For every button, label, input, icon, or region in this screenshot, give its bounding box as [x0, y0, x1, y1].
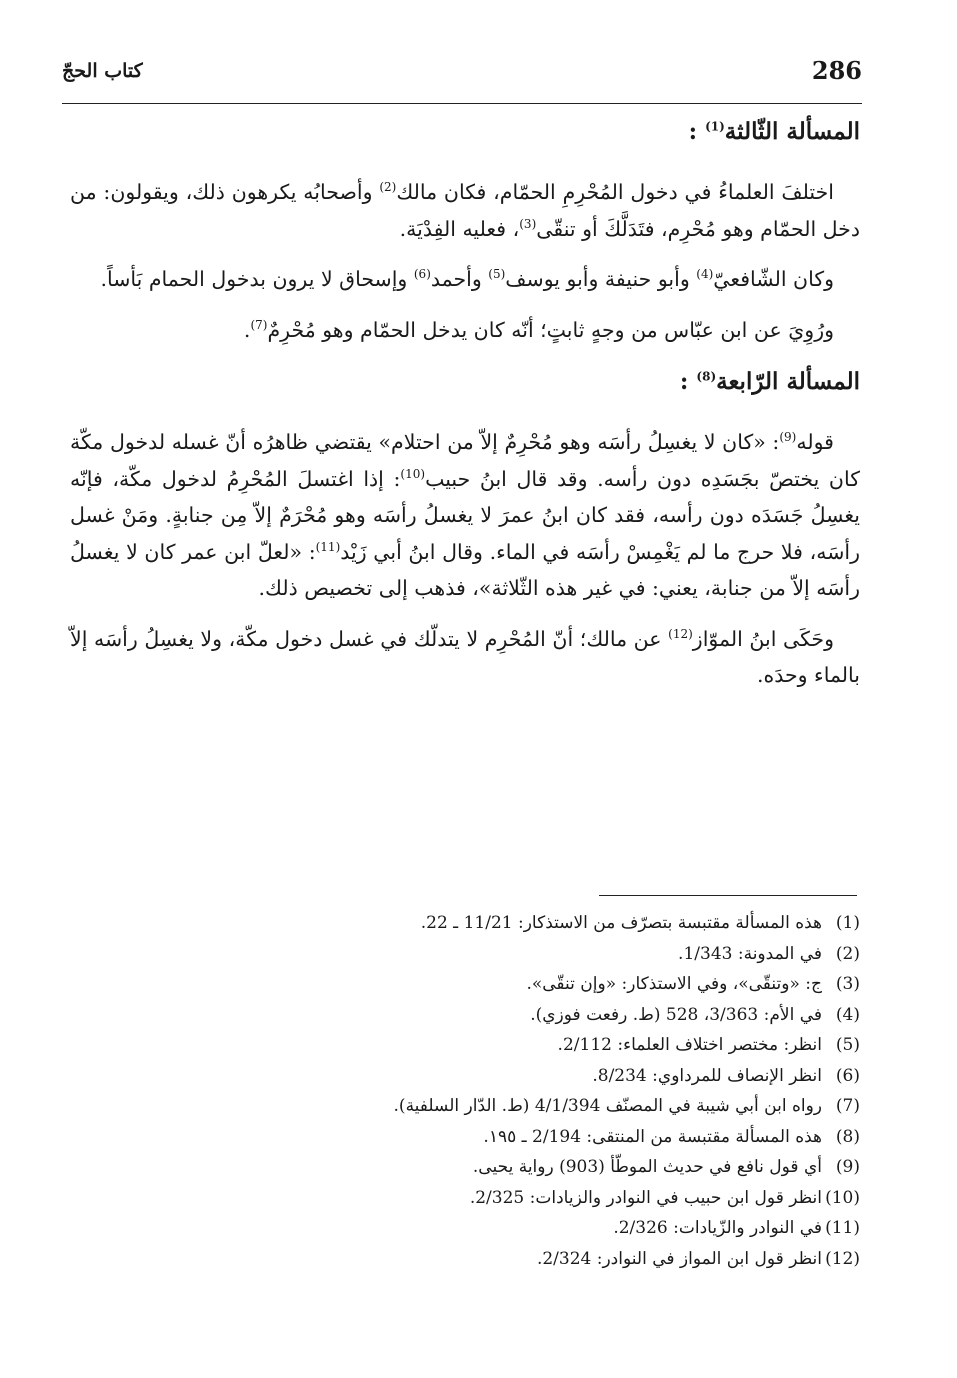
paragraph-text: عن مالك؛ أنّ المُحْرِم لا يتدلّك في غسل دخول مكّة، ولا يغسِلُ رأسَه إلاّ بالماء وحدَه.: [70, 626, 860, 687]
running-header: [62, 56, 862, 96]
footnote-text: في النوادر والزّيادات: 2/326.: [613, 1218, 822, 1238]
footnote-text: انظر: مختصر اختلاف العلماء: 2/112.: [557, 1035, 822, 1055]
footnote-number: (8): [835, 1126, 860, 1147]
paragraph: [70, 312, 860, 349]
footnote-number: (12): [825, 1248, 860, 1269]
paragraph-text: ورُوِيَ عن ابن عبّاس من وجهٍ ثابتٍ؛ أنّه كان يدخل الحمّام وهو مُحْرِمٌ: [267, 317, 834, 342]
footnote-text: هذه المسألة مقتبسة من المنتقى: 2/194 ـ ١٩٥.: [483, 1126, 822, 1147]
footnote-ref: (8): [696, 369, 717, 384]
footnote: [160, 1000, 860, 1031]
paragraph: [70, 424, 860, 607]
footnote: [160, 939, 860, 970]
footnote-number: (3): [835, 974, 860, 994]
main-text: [70, 112, 860, 708]
footnote-text: أي قول نافع في حديث الموطّأ (903) رواية يحيى.: [472, 1157, 822, 1177]
paragraph-text: : «كان لا يغسِلُ رأسَه وهو مُحْرِمٌ إلاّ من احتلام» يقتضي ظاهرُه أنّ غسله لدخول مكّة كان يختصّ بجَسَدِه دون رأسه. وقد قال ابنُ حبيب: [70, 430, 860, 491]
footnote: [160, 969, 860, 1000]
footnote-number: (9): [835, 1157, 860, 1177]
footnote-number: (6): [835, 1065, 860, 1086]
footnote-ref: (12): [668, 626, 693, 641]
paragraph-text: وأصحابُه يكرهون ذلك، ويقولون: من دخل الحمّام وهو مُحْرِم، فتَدَلَّكَ أو تنقّى: [70, 180, 860, 241]
footnote-text: انظر الإنصاف للمرداوي: 8/234.: [592, 1065, 822, 1086]
footnote-ref: (4): [696, 267, 714, 282]
footnote-number: (11): [825, 1218, 860, 1238]
paragraph-text: وكان الشّافعيّ: [713, 267, 834, 291]
paragraph-text: ، فعليه الفِدْيَة.: [399, 216, 520, 241]
footnote-ref: (1): [705, 119, 725, 134]
footnote-text: في الأم: 3/363، 528 (ط. رفعت فوزي).: [530, 1004, 822, 1025]
footnotes: [160, 908, 860, 1274]
paragraph-text: وحَكَى ابنُ الموّاز: [692, 626, 834, 651]
section-heading-colon: :: [688, 118, 706, 145]
paragraph-text: وإسحاق لا يرون بدخول الحمام بَأساً.: [100, 267, 414, 291]
paragraph: [70, 621, 860, 694]
footnote-number: (1): [835, 913, 860, 933]
paragraph-text: قوله: [796, 430, 834, 454]
footnote-text: رواه ابن أبي شيبة في المصنّف 4/1/394 (ط. الدّار السلفية).: [393, 1096, 822, 1116]
footnote-number: (2): [835, 943, 860, 964]
paragraph-text: اختلفَ العلماءُ في دخول المُحْرِمِ الحمّام، فكان مالك: [396, 180, 834, 204]
paragraph-text: .: [243, 317, 251, 342]
footnote-ref: (6): [413, 267, 431, 282]
footnote: [160, 1122, 860, 1153]
paragraph: [70, 261, 860, 298]
section-heading-colon: :: [679, 368, 697, 395]
header-rule: [62, 103, 862, 104]
footnote-number: (5): [835, 1035, 860, 1055]
footnote-text: في المدونة: 1/343.: [678, 943, 822, 964]
footnote: [160, 908, 860, 939]
footnote-number: (4): [835, 1004, 860, 1025]
footnote-text: انظر قول ابن حبيب في النوادر والزيادات: 2/325.: [469, 1187, 822, 1208]
footnote-ref: (9): [779, 430, 797, 445]
footnote-ref: (10): [400, 466, 426, 481]
footnote: [160, 1061, 860, 1092]
paragraph: [70, 174, 860, 247]
footnote: [160, 1244, 860, 1275]
page-number: 286: [811, 56, 862, 85]
section-heading-text: المسألة الرّابعة: [716, 368, 860, 395]
paragraph-text: : «لعلّ ابن عمر كان لا يغسلُ رأسَه إلاّ من جنابة، يعني: في غير هذه الثّلاثة»، فذهب إلى تخصيص ذلك.: [70, 539, 860, 600]
footnote-separator: [599, 895, 857, 896]
footnote-ref: (2): [379, 180, 397, 195]
footnote-ref: (11): [315, 539, 341, 554]
paragraph-text: : إذا اغتسلَ المُحْرِمُ لدخول مكّة، فإنّه يغسِلُ جَسَدَه دون رأسه، فقد كان ابنُ عمرَ لا يغسلُ رأسَه وهو مُحْرَمٌ إلاّ مِن جنابةٍ. ومَنْ غسل رأسَه، فلا حرج ما لم يَغْمِسْ رأسَه في الماء. وقال ابنُ أبي زَيْد: [70, 466, 860, 564]
footnote-number: (10): [825, 1187, 860, 1208]
footnote: [160, 1152, 860, 1183]
footnote-text: انظر قول ابن المواز في النوادر: 2/324.: [536, 1248, 822, 1269]
paragraph-text: وأحمد: [430, 267, 489, 291]
paragraph-text: وأبو حنيفة وأبو يوسف: [505, 267, 697, 291]
footnote-text: ج: «وتنقّى»، وفي الاستذكار: «وإن تنقّى».: [526, 974, 822, 994]
section-heading: [70, 112, 860, 152]
section-heading: [70, 362, 860, 402]
footnote-number: (7): [835, 1096, 860, 1116]
footnote: [160, 1030, 860, 1061]
section-heading-text: المسألة الثّالثة: [724, 118, 860, 145]
footnote-ref: (5): [488, 267, 506, 282]
footnote: [160, 1183, 860, 1214]
running-title: كتاب الحجّ: [62, 60, 143, 82]
footnote-ref: (7): [250, 317, 268, 332]
footnote: [160, 1091, 860, 1122]
footnote-text: هذه المسألة مقتبسة بتصرّف من الاستذكار: 11/21 ـ 22.: [420, 913, 822, 933]
footnote-ref: (3): [519, 216, 537, 231]
footnote: [160, 1213, 860, 1244]
